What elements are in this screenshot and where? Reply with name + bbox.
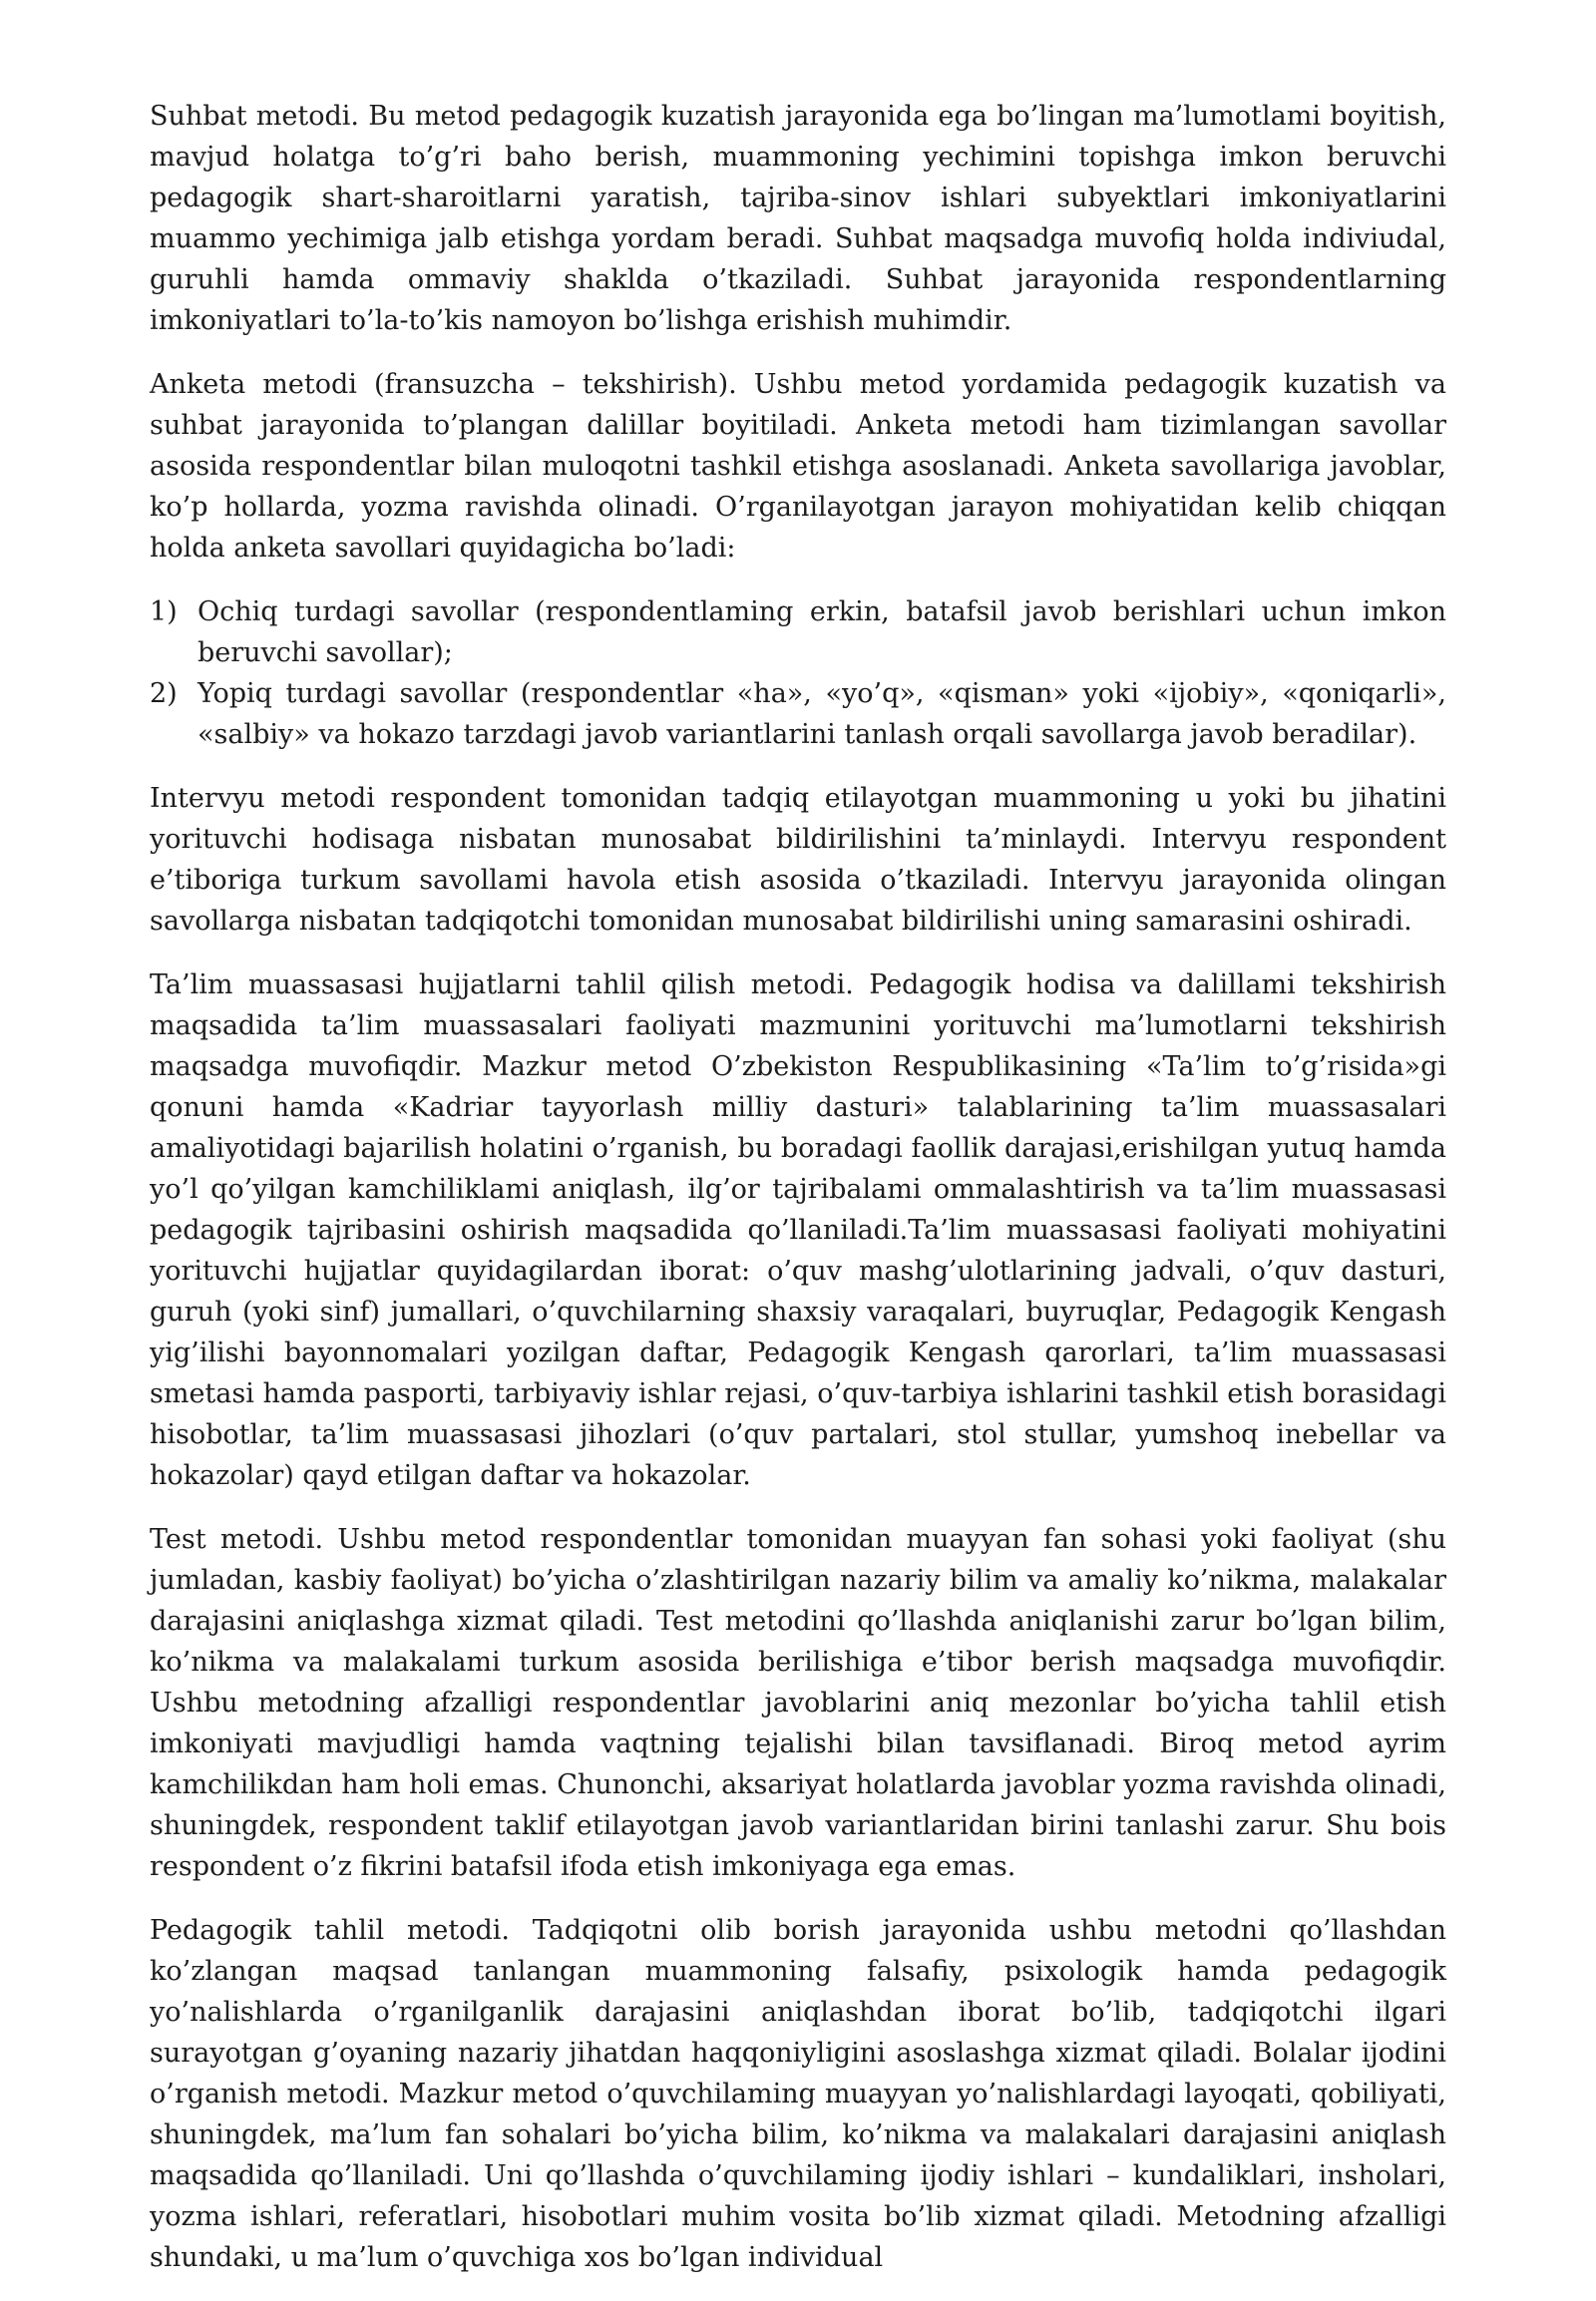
paragraph-hujjatlar-tahlili: Ta’lim muassasasi hujjatlarni tahlil qilish metodi. Pedagogik hodisa va dalillami tekshirish maqsadida ta’lim muassasalari faoliyati mazmunini yorituvchi ma’lumotlarni tekshirish maqsadga muvofiqdir. Mazkur metod O’zbekiston Respublikasining «Ta’lim to’g’risida»gi qonuni hamda «Kadriar tayyorlash milliy dasturi» talablarining ta’lim muassasalari amaliyotidagi bajarilish holatini o’rganish, bu boradagi faollik darajasi,erishilgan yutuq hamda yo’l qo’yilgan kamchiliklami aniqlash, ilg’or tajribalami ommalashtirish va ta’lim muassasasi pedagogik tajribasini oshirish maqsadida qo’llaniladi.Ta’lim muassasasi faoliyati mohiyatini yorituvchi hujjatlar quyidagilardan iborat: o’quv mashg’ulotlarining jadvali, o’quv dasturi, guruh (yoki sinf) jumallari, o’quvchilarning shaxsiy varaqalari, buyruqlar, Pedagogik Kengash yig’ilishi bayonnomalari yozilgan daftar, Pedagogik Kengash qarorlari, ta’lim muassasasi smetasi hamda pasporti, tarbiyaviy ishlar rejasi, o’quv-tarbiya ishlarini tashkil etish borasidagi hisobotlar, ta’lim muassasasi jihozlari (o’quv partalari, stol stullar, yumshoq inebellar va hokazolar) qayd etilgan daftar va hokazolar. — [150, 969, 1446, 1491]
list-item-number: 1) — [150, 596, 178, 627]
paragraph-pedagogik-tahlil: Pedagogik tahlil metodi. Tadqiqotni olib borish jarayonida ushbu metodni qo’llashdan ko’zlangan maqsad tanlangan muammoning falsafiy, psixologik hamda pedagogik yo’nalishlarda o’rganilganlik darajasini aniqlashdan iborat bo’lib, tadqiqotchi ilgari surayotgan g’oyaning nazariy jihatdan haqqoniyligini asoslashga xizmat qiladi. Bolalar ijodini o’rganish metodi. Mazkur metod o’quvchilaming muayyan yo’nalishlardagi layoqati, qobiliyati, shuningdek, ma’lum fan sohalari bo’yicha bilim, ko’nikma va malakalari darajasini aniqlash maqsadida qo’llaniladi. Uni qo’llashda o’quvchilaming ijodiy ishlari – kundaliklari, insholari, yozma ishlari, referatlari, hisobotlari muhim vosita bo’lib xizmat qiladi. Metodning afzalligi shundaki, u ma’lum o’quvchiga xos bo’lgan individual — [150, 1915, 1446, 2273]
document-page — [150, 96, 1446, 2301]
list-item — [150, 673, 1446, 755]
list-item-text: Yopiq turdagi savollar (respondentlar «ha», «yo’q», «qisman» yoki «ijobiy», «qoniqarli», «salbiy» va hokazo tarzdagi javob variantlarini tanlash orqali savollarga javob beradilar). — [198, 678, 1446, 750]
paragraph-test-metodi: Test metodi. Ushbu metod respondentlar tomonidan muayyan fan sohasi yoki faoliyat (shu jumladan, kasbiy faoliyat) bo’yicha o’zlashtirilgan nazariy bilim va amaliy ko’nikma, malakalar darajasini aniqlashga xizmat qiladi. Test metodini qo’llashda aniqlanishi zarur bo’lgan bilim, ko’nikma va malakalami turkum asosida berilishiga e’tibor berish maqsadga muvofiqdir. Ushbu metodning afzalligi respondentlar javoblarini aniq mezonlar bo’yicha tahlil etish imkoniyati mavjudligi hamda vaqtning tejalishi bilan tavsiflanadi. Biroq metod ayrim kamchilikdan ham holi emas. Chunonchi, aksariyat holatlarda javoblar yozma ravishda olinadi, shuningdek, respondent taklif etilayotgan javob variantlaridan birini tanlashi zarur. Shu bois respondent o’z fikrini batafsil ifoda etish imkoniyaga ega emas. — [150, 1524, 1446, 1882]
question-types-list — [150, 591, 1446, 755]
paragraph-suhbat-metodi: Suhbat metodi. Bu metod pedagogik kuzatish jarayonida ega bo’lingan ma’lumotlami boyitish, mavjud holatga to’g’ri baho berish, muammoning yechimini topishga imkon beruvchi pedagogik shart-sharoitlarni yaratish, tajriba-sinov ishlari subyektlari imkoniyatlarini muammo yechimiga jalb etishga yordam beradi. Suhbat maqsadga muvofiq holda indiviudal, guruhli hamda ommaviy shaklda o’tkaziladi. Suhbat jarayonida respondentlarning imkoniyatlari to’la-to’kis namoyon bo’lishga erishish muhimdir. — [150, 101, 1446, 336]
list-item-number: 2) — [150, 678, 178, 709]
paragraph-intervyu-metodi: Intervyu metodi respondent tomonidan tadqiq etilayotgan muammoning u yoki bu jihatini yorituvchi hodisaga nisbatan munosabat bildirilishini ta’minlaydi. Intervyu respondent e’tiboriga turkum savollami havola etish asosida o’tkaziladi. Intervyu jarayonida olingan savollarga nisbatan tadqiqotchi tomonidan munosabat bildirilishi uning samarasini oshiradi. — [150, 783, 1446, 937]
list-item — [150, 591, 1446, 673]
paragraph-anketa-metodi: Anketa metodi (fransuzcha – tekshirish). Ushbu metod yordamida pedagogik kuzatish va suhbat jarayonida to’plangan dalillar boyitiladi. Anketa metodi ham tizimlangan savollar asosida respondentlar bilan muloqotni tashkil etishga asoslanadi. Anketa savollariga javoblar, ko’p hollarda, yozma ravishda olinadi. O’rganilayotgan jarayon mohiyatidan kelib chiqqan holda anketa savollari quyidagicha bo’ladi: — [150, 369, 1446, 564]
list-item-text: Ochiq turdagi savollar (respondentlaming erkin, batafsil javob berishlari uchun imkon beruvchi savollar); — [198, 596, 1446, 668]
